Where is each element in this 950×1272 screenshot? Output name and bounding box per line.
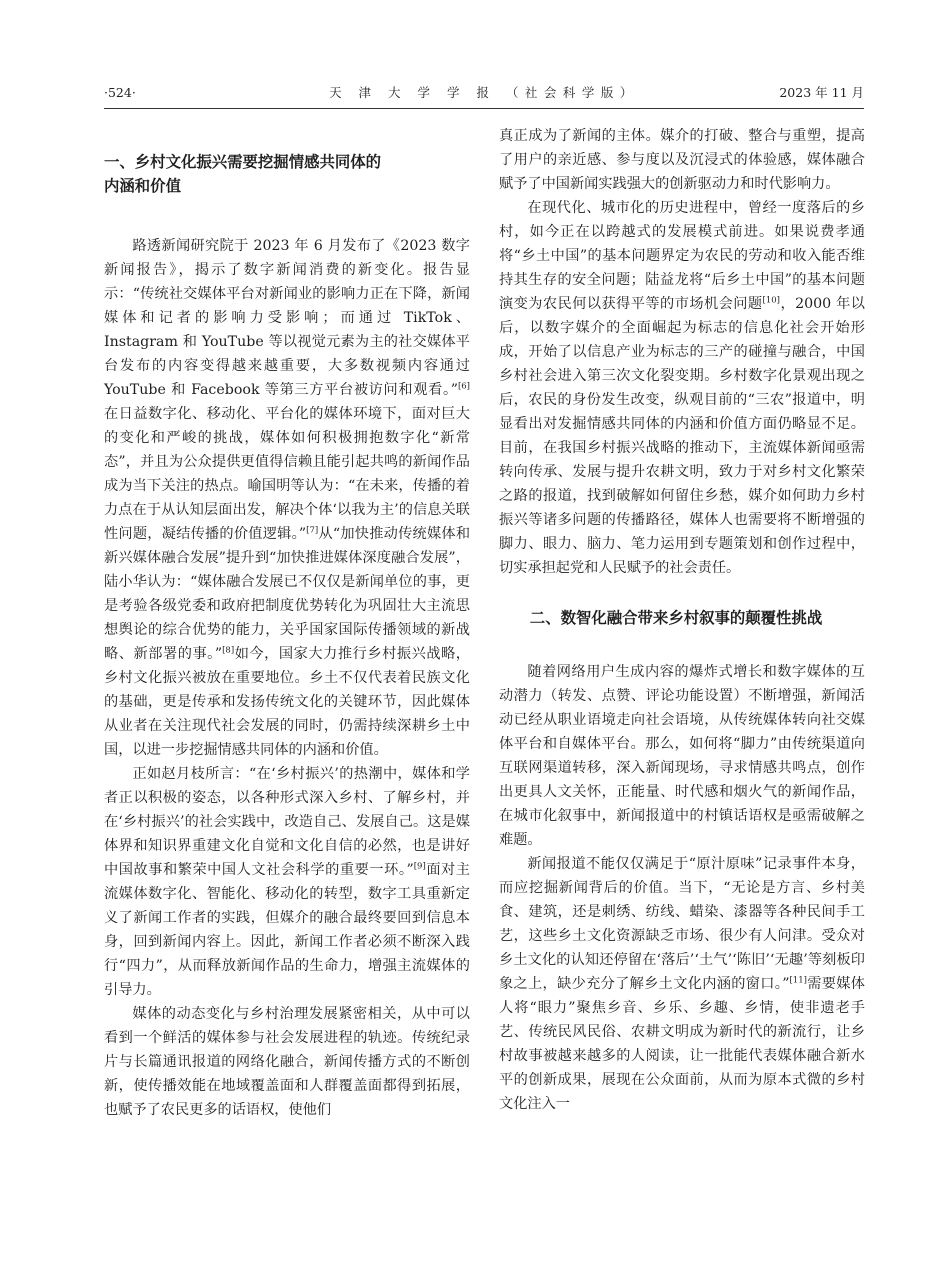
paragraph: [499, 852, 865, 1116]
text-run: 在日益数字化、移动化、平台化的媒体环境下，面对巨大的变化和严峻的挑战，媒体如何积极拥抱数字化“新常态”，并且为公众提供更值得信赖且能引起共鸣的新闻作品成为当下关注的热点。喻国明等认为：“在未来，传播的着力点在于从认知层面出发，解决个体‘以我为主’的信息关联性问题，凝结传播的价值逻辑。”: [104, 406, 470, 542]
section1-heading-line1: 一、乡村文化振兴需要挖掘情感共同体的: [104, 153, 382, 171]
paragraph: 媒体的动态变化与乡村治理发展紧密相关，从中可以看到一个鲜活的媒体参与社会发展进程的轨迹。传统纪录片与长篇通讯报道的网络化融合，新闻传播方式的不断创新，使传播效能在地域覆盖面和人群覆盖面都得到拓展，也赋予了农民更多的话语权，使他们: [104, 1006, 470, 1118]
paragraph: [499, 196, 865, 580]
text-run: 路透新闻研究院于 2023 年 6 月发布了《2023 数字新闻报告》，揭示了数字新闻消费的新变化。报告显示：“传统社交媒体平台对新闻业的影响力正在下降，新闻媒体和记者的影响力受影响；而通过 TikTok、Instagram 和 YouTube 等以视觉元素为主的社交媒体平台发布的内容变得越来越重要，大多数视频内容通过 YouTube 和 Facebook 等第三方平台被访问和观看。”: [104, 238, 470, 398]
right-column: [499, 124, 865, 1116]
text-run: 从“加快推动传统媒体和新兴媒体融合发展”提升到“加快推进媒体深度融合发展”，陆小华认为：“媒体融合发展已不仅仅是新闻单位的事，更是考验各级党委和政府把制度优势转化为巩固壮大主流思想舆论的综合优势的能力，关乎国家国际传播领域的新战略、新部署的事。”: [104, 526, 471, 662]
paragraph: 随着网络用户生成内容的爆炸式增长和数字媒体的互动潜力（转发、点赞、评论功能设置）不断增强，新闻活动已经从职业语境走向社会语境，从传统媒体转向社交媒体平台和自媒体平台。那么，如何将“脚力”由传统渠道向互联网渠道转移，深入新闻现场，寻求情感共鸣点，创作出更具人文关怀，正能量、时代感和烟火气的新闻作品，在城市化叙事中，新闻报道中的村镇话语权是亟需破解之难题。: [499, 664, 865, 848]
text-run: 正如赵月枝所言：“在‘乡村振兴’的热潮中，媒体和学者正以积极的姿态，以各种形式深入乡村、了解乡村，并在‘乡村振兴’的社会实践中，改造自己、发展自己。这是媒体界和知识界重建文化自觉和文化自信的必然，也是讲好中国故事和繁荣中国人文社会科学的重要一环。”: [104, 766, 470, 878]
citation-ref: [8]: [222, 645, 235, 656]
citation-ref: [6]: [457, 381, 470, 392]
section1-heading-line2: 内涵和价值: [104, 177, 181, 195]
citation-ref: [9]: [413, 861, 426, 872]
citation-ref: [11]: [789, 975, 807, 986]
text-run: 面对主流媒体数字化、智能化、移动化的转型，数字工具重新定义了新闻工作者的实践，但媒介的融合最终要回到信息本身，回到新闻内容上。因此，新闻工作者必须不断深入践行“四力”，从而释放新闻作品的生命力，增强主流媒体的引导力。: [104, 862, 470, 998]
citation-ref: [10]: [762, 295, 780, 306]
text-run: 新闻报道不能仅仅满足于“原汁原味”记录事件本身，而应挖掘新闻背后的价值。当下，“无论是方言、乡村美食、建筑，还是刺绣、纺线、蜡染、漆器等各种民间手工艺，这些乡土文化资源缺乏市场、很少有人问津。受众对乡土文化的认知还停留在‘落后’‘土气’‘陈旧’‘无趣’等刻板印象之上，缺少充分了解乡土文化内涵的窗口。”: [499, 856, 865, 992]
citation-ref: [7]: [306, 525, 319, 536]
section1-heading: [104, 150, 470, 198]
left-column: [104, 124, 470, 1122]
issue-date: 2023 年 11 月: [779, 85, 864, 100]
header-rule: [104, 108, 864, 109]
text-run: 如今，国家大力推行乡村振兴战略，乡村文化振兴被放在重要地位。乡土不仅代表着民族文化的基础，更是传承和发扬传统文化的关键环节，因此媒体从业者在关注现代社会发展的同时，仍需持续深耕乡土中国，以进一步挖掘情感共同体的内涵和价值。: [104, 646, 470, 758]
journal-title: 天 津 大 学 学 报 （社会科学版）: [329, 85, 639, 100]
text-run: 需要媒体人将“眼力”聚焦乡音、乡乐、乡趣、乡情，使非遗老手艺、传统民风民俗、农耕文明成为新时代的新流行，让乡村故事被越来越多的人阅读，让一批能代表媒体融合新水平的创新成果，展现在公众面前，从而为原本式微的乡村文化注入一: [499, 976, 865, 1112]
running-header: [104, 82, 864, 104]
page-number: ·524·: [104, 85, 136, 100]
paragraph: [104, 234, 470, 762]
section2-heading: 二、数智化融合带来乡村叙事的颠覆性挑战: [529, 609, 823, 627]
paragraph-continued: 真正成为了新闻的主体。媒介的打破、整合与重塑，提高了用户的亲近感、参与度以及沉浸式的体验感，媒体融合赋予了中国新闻实践强大的创新驱动力和时代影响力。: [499, 128, 865, 192]
text-run: 在现代化、城市化的历史进程中，曾经一度落后的乡村，如今正在以跨越式的发展模式前进。如果说费孝通将“乡土中国”的基本问题界定为农民的劳动和收入能否维持其生存的安全问题；陆益龙将“后乡土中国”的基本问题演变为农民何以获得平等的市场机会问题: [499, 200, 865, 312]
text-run: ，2000 年以后，以数字媒介的全面崛起为标志的信息化社会开始形成，开始了以信息产业为标志的三产的碰撞与融合，中国乡村社会进入第三次文化裂变期。乡村数字化景观出现之后，农民的身份发生改变，纵观目前的“三农”报道中，明显看出对发掘情感共同体的内涵和价值方面仍略显不足。目前，在我国乡村振兴战略的推动下，主流媒体新闻亟需转向传承、发展与提升农耕文明，致力于对乡村文化繁荣之路的报道，找到破解如何留住乡愁，媒介如何助力乡村振兴等诸多问题的传播路径，媒体人也需要将不断增强的脚力、眼力、脑力、笔力运用到专题策划和创作过程中，切实承担起党和人民赋予的社会责任。: [499, 296, 865, 576]
paragraph: [104, 762, 470, 1002]
